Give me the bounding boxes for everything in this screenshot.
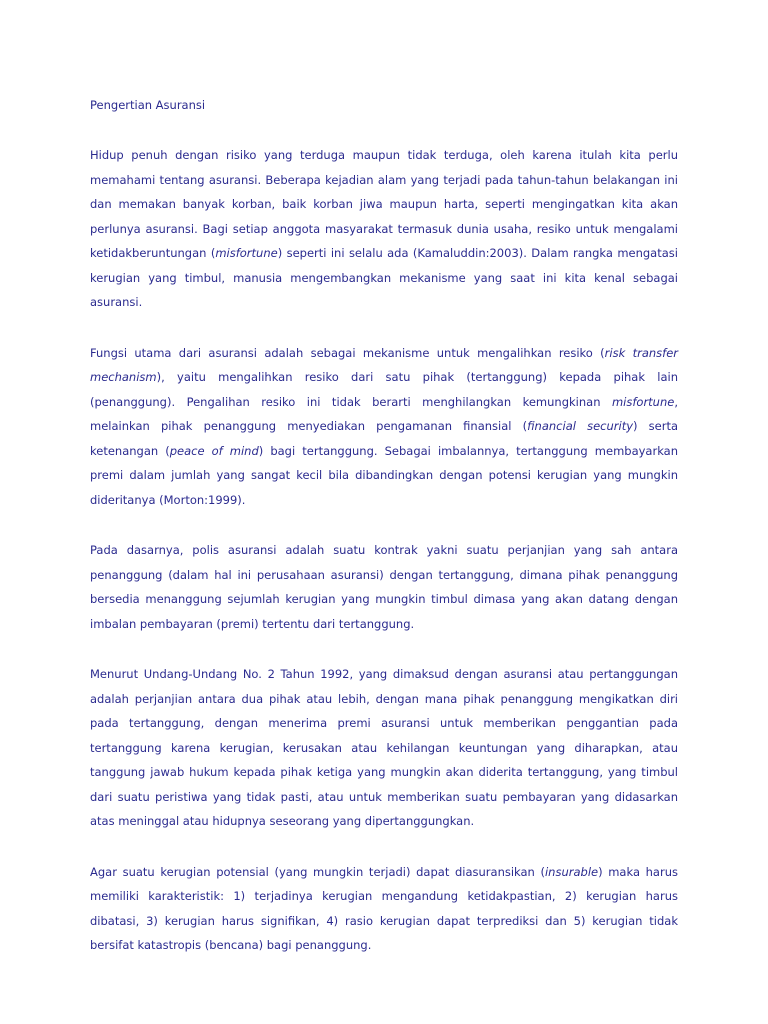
document-page [90,93,678,984]
paragraph-text: Fungsi utama dari asuransi adalah sebagai mekanisme untuk mengalihkan resiko ( [90,345,605,360]
paragraph-1 [90,143,678,315]
italic-term: financial security [527,419,634,433]
paragraph-text: Pada dasarnya, polis asuransi adalah suatu kontrak yakni suatu perjanjian yang sah antara penanggung (dalam hal ini perusahaan asuransi) dengan tertanggung, dimana pihak penanggung bersedia menanggung sejumlah kerugian yang mungkin timbul dimasa yang akan datang dengan imbalan pembayaran (premi) tertentu dari tertanggung. [90,543,678,631]
paragraph-text: ) bagi tertanggung. Sebagai imbalannya, tertanggung membayarkan premi dalam jumlah yang sangat kecil bila dibandingkan dengan potensi kerugian yang mungkin dideritanya (Morton:1999). [90,443,679,507]
italic-term: misfortune [215,246,278,260]
paragraph-text: , melainkan pihak penanggung menyediakan pengamanan finansial ( [90,394,678,433]
paragraph-5 [90,860,678,958]
paragraph-text: Menurut Undang-Undang No. 2 Tahun 1992, yang dimaksud dengan asuransi atau pertanggungan adalah perjanjian antara dua pihak atau lebih, dengan mana pihak penanggung mengikatkan diri pada tertanggung, dengan menerima premi asuransi untuk memberikan penggantian pada tertanggung karena kerugian, kerusakan atau kehilangan keuntungan yang diharapkan, atau tanggung jawab hukum kepada pihak ketiga yang mungkin akan diderita tertanggung, yang timbul dari suatu peristiwa yang tidak pasti, atau untuk memberikan suatu pembayaran yang didasarkan atas meninggal atau hidupnya seseorang yang dipertanggungkan. [90,667,678,828]
paragraph-text: ) seperti ini selalu ada (Kamaluddin:2003). Dalam rangka mengatasi kerugian yang timbul, manusia mengembangkan mekanisme yang saat ini kita kenal sebagai asuransi. [90,246,678,309]
paragraph-text: ) maka harus memiliki karakteristik: 1) terjadinya kerugian mengandung ketidakpastian, 2) kerugian harus dibatasi, 3) kerugian harus signifikan, 4) rasio kerugian dapat terprediksi dan 5) kerugian tidak bersifat katastropis (bencana) bagi penanggung. [90,864,678,952]
paragraph-text: ), yaitu mengalihkan resiko dari satu pihak (tertanggung) kepada pihak lain (penanggung). Pengalihan resiko ini tidak berarti menghilangkan kemungkinan [90,370,678,409]
paragraph-text: Agar suatu kerugian potensial (yang mungkin terjadi) dapat diasuransikan ( [90,864,545,879]
paragraph-text: Hidup penuh dengan risiko yang terduga maupun tidak terduga, oleh karena itulah kita perlu memahami tentang asuransi. Beberapa kejadian alam yang terjadi pada tahun-tahun belakangan ini dan memakan banyak korban, baik korban jiwa maupun harta, seperti mengingatkan kita akan perlunya asuransi. Bagi setiap anggota masyarakat termasuk dunia usaha, resiko untuk mengalami ketidakberuntungan ( [90,148,678,260]
paragraph-4 [90,662,678,834]
paragraph-text: ) serta ketenangan ( [90,419,679,458]
paragraph-3 [90,538,678,636]
italic-term: peace of mind [169,443,259,458]
italic-term: misfortune [611,394,675,409]
paragraph-2 [90,341,678,513]
italic-term: risk transfer mechanism [90,345,678,384]
italic-term: insurable [544,864,599,879]
document-title: Pengertian Asuransi [90,98,206,112]
